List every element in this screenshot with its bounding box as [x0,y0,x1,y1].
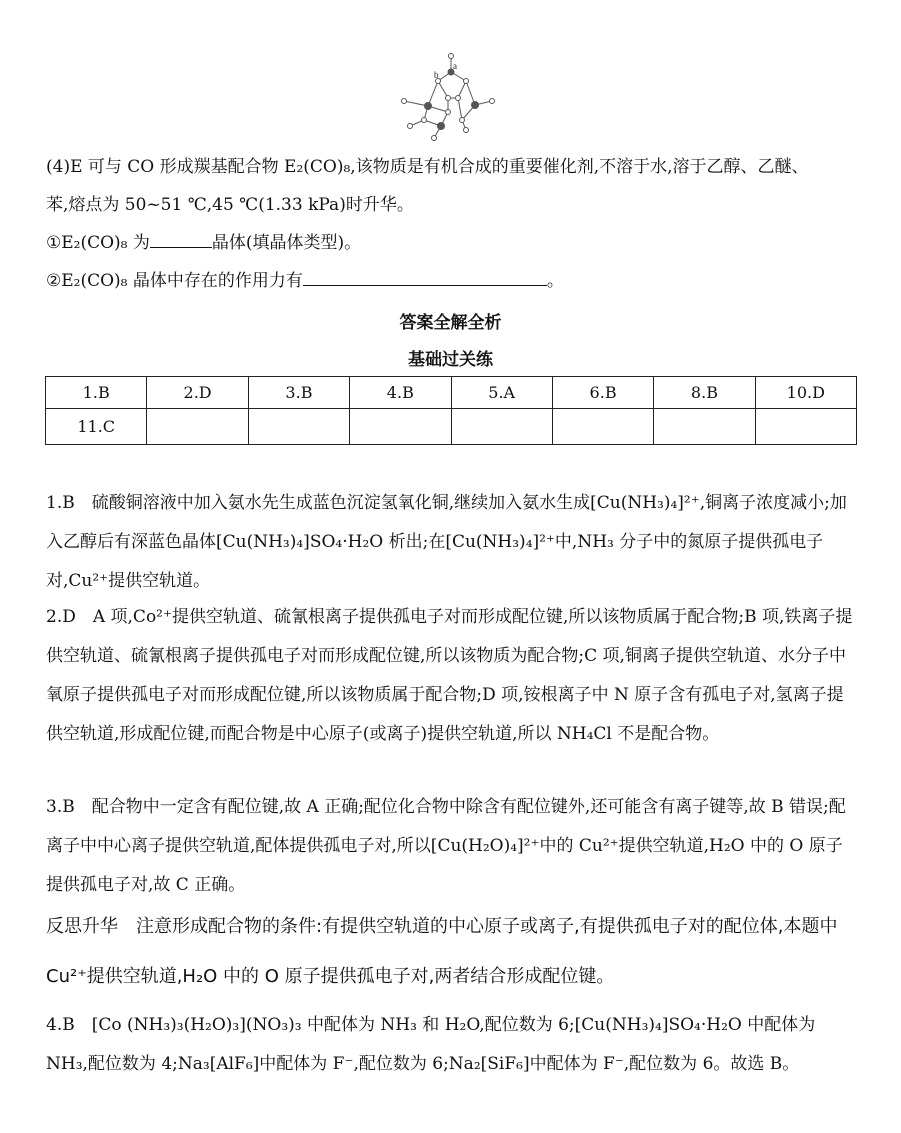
solution-2: 2.D A 项,Co²⁺提供空轨道、硫氰根离子提供孤电子对而形成配位键,所以该物质属于配合物;B 项,铁离子提供空轨道、硫氰根离子提供孤电子对而形成配位键,所以该物质为配合物;C 项,铜离子提供空轨道、水分子中氧原子提供孤电子对而形成配位键,所以该物质属于配合物;D 项,铵根离子中 N 原子含有孤电子对,氢离子提供空轨道,形成配位键,而配合物是中心原子(或离子)提供空轨道,所以 NH₄Cl 不是配合物。 [46,607,853,744]
sub2-suffix: 。 [546,271,564,291]
sub1-prefix: ①E₂(CO)₈ 为 [46,233,150,253]
question-4-intro-line2: 苯,熔点为 50~51 ℃,45 ℃(1.33 kPa)时升华。 [46,195,414,215]
answer-cell: 4.B [350,377,451,409]
table-row [46,409,857,445]
answer-cell: 1.B [46,377,147,409]
question-4-sub1 [46,224,858,262]
sub2-prefix: ②E₂(CO)₈ 晶体中存在的作用力有 [46,271,303,291]
answers-title: 答案全解全析 [399,313,502,333]
answer-cell: 3.B [248,377,349,409]
table-row [46,377,857,409]
answer-cell: 6.B [552,377,653,409]
answer-cell [350,409,451,445]
answer-cell [755,409,856,445]
answer-cell [654,409,755,445]
figure-label-b: b [434,70,439,80]
solution-3: 3.B 配合物中一定含有配位键,故 A 正确;配位化合物中除含有配位键外,还可能含有离子键等,故 B 错误;配离子中中心离子提供空轨道,配体提供孤电子对,所以[Cu(H₂O)₄]²⁺中的 Cu²⁺提供空轨道,H₂O 中的 O 原子提供孤电子对,故 C 正确。 [46,797,846,895]
answer-cell [451,409,552,445]
question-4-sub2 [46,262,858,300]
answer-blank-2[interactable] [303,267,547,286]
answer-cell: 2.D [147,377,248,409]
answer-cell: 11.C [46,409,147,445]
answer-cell: 10.D [755,377,856,409]
answer-cell: 8.B [654,377,755,409]
answer-cell [248,409,349,445]
answers-subtitle: 基础过关练 [408,350,493,370]
reflection-note: 反思升华 注意形成配合物的条件:有提供空轨道的中心原子或离子,有提供孤电子对的配位体,本题中 Cu²⁺提供空轨道,H₂O 中的 O 原子提供孤电子对,两者结合形成配位键。 [46,916,838,987]
solution-1: 1.B 硫酸铜溶液中加入氨水先生成蓝色沉淀氢氧化铜,继续加入氨水生成[Cu(NH₃)₄]²⁺,铜离子浓度减小;加入乙醇后有深蓝色晶体[Cu(NH₃)₄]SO₄·H₂O 析出;在[Cu(NH₃)₄]²⁺中,NH₃ 分子中的氮原子提供孤电子对,Cu²⁺提供空轨道。 [46,493,847,591]
figure-label-a: a [453,61,457,71]
answer-cell [147,409,248,445]
solution-4: 4.B [Co (NH₃)₃(H₂O)₃](NO₃)₃ 中配体为 NH₃ 和 H₂O,配位数为 6;[Cu(NH₃)₄]SO₄·H₂O 中配体为 NH₃,配位数为 4;Na₃[AlF₆]中配体为 F⁻,配位数为 6;Na₂[SiF₆]中配体为 F⁻,配位数为 6。故选 B。 [46,1015,816,1074]
answer-cell: 5.A [451,377,552,409]
sub1-suffix: 晶体(填晶体类型)。 [211,233,362,253]
crystal-structure-figure [396,48,496,144]
answer-cell [552,409,653,445]
answer-blank-1[interactable] [150,229,212,248]
question-4-intro-line1: (4)E 可与 CO 形成羰基配合物 E₂(CO)₈,该物质是有机合成的重要催化剂,不溶于水,溶于乙醇、乙醚、 [46,157,809,177]
answer-table [45,376,857,445]
